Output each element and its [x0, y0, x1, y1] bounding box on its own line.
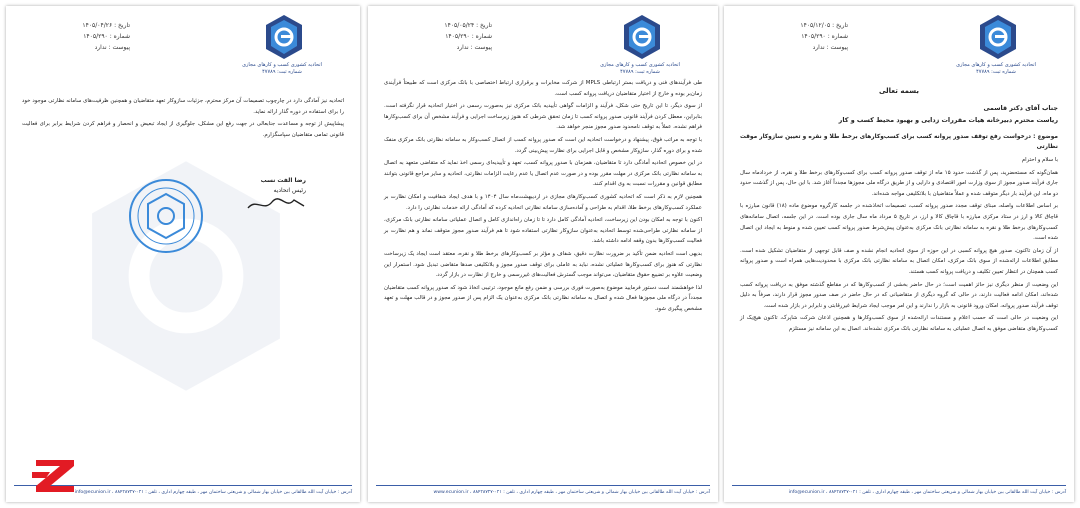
salutation: بسمه تعالی	[878, 87, 920, 95]
letter-meta	[20, 20, 130, 53]
paragraph: پیشاپیش از توجه و مساعدت جنابعالی در جهت رفع این مشکل، جلوگیری از ایجاد تبعیض و انحصار و فراهم کردن شرایط برابر برای فعالیت قانونی تمامی متقاضیان سپاسگزارم.	[22, 121, 344, 138]
letter-footer: آدرس : خیابان آیت الله طالقانی بین خیابان بهار شمالی و شریعتی ساختمان مهر ، طبقه چهارم اداری ، تلفن : ۰۲۱-۸۸۴۲۸۷۲۷ ، info@ecunion.ir	[732, 485, 1066, 496]
paragraph: طی فرآیندهای فنی و دریافت بستر ارتباطی MPLS از شرکت مخابرات و برقراری ارتباط اختصاصی با بانک مرکزی است که طبیعتاً فرآیندی زمان‌بر بوده و خارج از اختیار متقاضیان دریافت پروانه کسب است.	[384, 80, 702, 97]
recipient-title: ریاست محترم دبیرخانه هیات مقررات زدایی و بهبود محیط کسب و کار	[838, 116, 1058, 125]
org-name: اتحادیه کشوری کسب و کارهای مجازی شماره ثبت: ۴۷۷۸۹	[956, 62, 1036, 75]
letter-page-1	[724, 6, 1074, 502]
letter-page-3	[6, 6, 360, 502]
paragraph: همان‌گونه که مستحضرید، پس از گذشت حدود ۱۵ ماه از توقف صدور پروانه کسب برای کسب‌وکارهای برخط طلا و نقره، از خردادماه سال جاری فرآیند صدور مجوز از سوی وزارت امور اقتصادی و دارایی و از طریق درگاه ملی مجوزها مجدداً آغاز شد. با این حال، پس از گذشت حدود دو ماه، این فرآیند بار دیگر متوقف شده و عملاً متقاضیان با بلاتکلیفی مواجه شده‌اند.	[740, 169, 1058, 197]
paragraph: همچنین لازم به ذکر است که اتحادیه کشوری کسب‌وکارهای مجازی در اردیبهشت‌ماه سال ۱۴۰۴ و با هدف ایجاد شفافیت و امکان نظارت بر عملکرد کسب‌وکارهای برخط طلا، اقدام به طراحی و آماده‌سازی سامانه نظارتی اتحادیه کرده که آمادگی ارائه خدمات نظارتی را دارد.	[384, 193, 702, 211]
signature-block	[246, 176, 306, 218]
handwritten-signature-icon	[246, 196, 306, 214]
letter-body	[384, 78, 702, 316]
letter-meta	[382, 20, 492, 53]
letter-number: شماره : ۱۴۰۵/۲۹۰	[445, 33, 492, 40]
letter-meta	[738, 20, 848, 53]
signature-title: رئیس اتحادیه	[273, 187, 306, 194]
letter-page-2	[368, 6, 718, 502]
letter-attachment: پیوست : ندارد	[456, 44, 492, 51]
letter-attachment: پیوست : ندارد	[94, 44, 130, 51]
subject: موضوع : درخواست رفع توقف صدور پروانه کسب برای کسب‌وکارهای برخط طلا و نقره و تعیین سازوکار موقت نظارتی	[740, 133, 1058, 151]
greeting: با سلام و احترام	[1021, 156, 1058, 163]
letter-footer: آدرس : خیابان آیت الله طالقانی بین خیابان بهار شمالی و شریعتی ساختمان مهر ، طبقه چهارم اداری ، تلفن : ۰۲۱-۸۸۴۲۸۷۲۷ ، info@ecunion.ir	[14, 485, 352, 496]
paragraph: اتحادیه نیز آمادگی دارد در چارچوب تصمیمات آن مرکز محترم، جزئیات سازوکار تعهد متقاضیان و همچنین ظرفیت‌های سامانه نظارتی موجود خود را برای استفاده در دوره گذار ارائه نماید.	[22, 98, 344, 115]
letter-body	[22, 96, 344, 142]
letter-date: تاریخ : ۱۴۰۵/۰۴/۲۶	[82, 22, 130, 29]
paragraph: اکنون با توجه به امکان بودن این زیرساخت، اتحادیه آمادگی کامل دارد تا تا زمان راه‌اندازی کامل و اتصال عملیاتی سامانه نظارتی بانک مرکزی، از سامانه نظارتی طراحی‌شده توسط اتحادیه به‌عنوان سازوکار نظارتی استفاده شود تا هم فرآیند صدور مجوز متوقف نماند و هم نظارت بر فعالیت کسب‌وکارها بدون وقفه ادامه داشته باشد.	[384, 217, 702, 245]
paragraph: از آن زمان تاکنون، صدور هیچ پروانه کسبی در این حوزه از سوی اتحادیه انجام نشده و صف قابل توجهی از متقاضیان تشکیل شده است. مطابق اطلاعات ارائه‌شده از سوی بانک مرکزی، امکان اتصال به سامانه نظارتی بانک مرکزی با محدودیت‌هایی همراه است و صدور پروانه کسب همچنان در انتظار تعیین تکلیف و دریافت پروانه کسب هستند.	[740, 247, 1058, 275]
letter-attachment: پیوست : ندارد	[812, 44, 848, 51]
recipient: جناب آقای دکتر قاسمی	[983, 103, 1058, 112]
paragraph: این وضعیت از منظر دیگری نیز حائز اهمیت است؛ در حال حاضر بخشی از کسب‌وکارها که در مقاطع گذشته موفق به دریافت پروانه کسب شده‌اند، امکان ادامه فعالیت دارند، در حالی که گروه دیگری از متقاضیانی که در حال حاضر در صف صدور مجوز قرار دارند، صرفاً به دلیل توقف فرآیند صدور پروانه، امکان ورود قانونی به بازار را ندارند و این امر موجب ایجاد شرایط غیررقابتی و نابرابر در بازار شده است.	[740, 281, 1058, 309]
letter-date: تاریخ : ۱۴۰۵/۰۵/۲۴	[444, 22, 492, 29]
paragraph: لذا خواهشمند است دستور فرمایید موضوع به‌صورت فوری بررسی و ضمن رفع مانع موجود، ترتیبی اتخاذ شود که صدور پروانه کسب متقاضیان مجدداً در درگاه ملی مجوزها فعال شده و اتصال به سامانه نظارتی بانک مرکزی به‌عنوان یک الزام پس از صدور مجوز و در قالب مهلت و تعهد مشخص پیگیری شود.	[384, 284, 702, 312]
paragraph: از سوی دیگر، تا این تاریخ حتی شکل، فرآیند و الزامات گواهی تأییدیه بانک مرکزی نیز به‌صورت رسمی در اختیار اتحادیه قرار نگرفته است. بنابراین، معطل کردن فرآیند قانونی صدور پروانه کسب تا زمان تحقق شرطی که هنوز زیرساخت اجرایی و فرآیند مشخص آن برای کسب‌وکارها فراهم نشده، عملاً به توقف نامحدود صدور مجوز منجر خواهد شد.	[384, 103, 702, 131]
org-name: اتحادیه کشوری کسب و کارهای مجازی شماره ثبت: ۴۷۷۸۹	[600, 62, 680, 75]
union-logo-icon	[264, 14, 304, 60]
paragraph: با توجه به مراتب فوق، پیشنهاد و درخواست اتحادیه این است که صدور پروانه کسب از اتصال کسب‌وکار به سامانه نظارتی بانک مرکزی منفک شده و برای دوره گذار، سازوکار مشخص و قابل اجرایی برای نظارت پیش‌بینی گردد.	[384, 136, 702, 154]
org-name: اتحادیه کشوری کسب و کارهای مجازی شماره ثبت: ۴۷۷۸۹	[242, 62, 322, 75]
union-logo-icon	[622, 14, 662, 60]
letter-footer: آدرس : خیابان آیت الله طالقانی بین خیابان بهار شمالی و شریعتی ساختمان مهر ، طبقه چهارم اداری ، تلفن : ۰۲۱-۸۸۴۲۸۷۲۷ ، www.ecunion.ir	[376, 485, 710, 496]
official-stamp-icon	[126, 176, 206, 256]
union-logo-icon	[978, 14, 1018, 60]
letter-number: شماره : ۱۴۰۵/۲۹۰	[801, 33, 848, 40]
signature-name: رضا الفت نسب	[260, 177, 306, 184]
paragraph: بر اساس اطلاعات واصله، مبنای توقف مجدد صدور پروانه کسب، تصمیمات اتخاذشده در جلسه کارگروه موضوع ماده (۱۸) قانون مبارزه با قاچاق کالا و ارز در ستاد مرکزی مبارزه با قاچاق کالا و ارز، در تاریخ ۵ مرداد ماه سال جاری بوده است. در این جلسه، اتصال سامانه‌های کسب‌وکارهای برخط طلا و نقره به سامانه نظارتی بانک مرکزی به‌عنوان پیش‌شرط صدور پروانه کسب تعیین شده و منوط به ایجاد این اتصال شده است.	[740, 203, 1059, 242]
letter-number: شماره : ۱۴۰۵/۲۹۰	[83, 33, 130, 40]
paragraph: این وضعیت در حالی است که حسب اعلام و مستندات ارائه‌شده از سوی کسب‌وکارها و همچنین اذعان شرکت شاپرک، تاکنون هیچ‌یک از کسب‌وکارهای متقاضی موفق به اتصال عملیاتی به سامانه نظارتی بانک مرکزی نشده‌اند. اتصال به این سامانه نیز مستلزم	[740, 315, 1058, 332]
letter-date: تاریخ : ۱۴۰۵/۱۲/۰۵	[800, 22, 848, 29]
paragraph: در این خصوص اتحادیه آمادگی دارد تا متقاضیان، همزمان با صدور پروانه کسب، تعهد و تأییدیه‌ای رسمی اخذ نماید که متقاضی متعهد به اتصال به سامانه نظارتی بانک مرکزی در مهلت مقرر بوده و در صورت عدم اتصال یا عدم رعایت الزامات نظارتی، اتحادیه و سایر مراجع قانونی بتوانند مطابق قوانین و مقررات نسبت به وی اقدام کنند.	[384, 160, 702, 188]
letter-body	[740, 86, 1058, 336]
z-brand-logo-icon	[32, 456, 78, 496]
paragraph: بدیهی است اتحادیه ضمن تأکید بر ضرورت نظارت دقیق، شفاف و مؤثر بر کسب‌وکارهای برخط طلا و نقره، معتقد است ایجاد یک زیرساخت نظارتی که هنوز برای کسب‌وکارها عملیاتی نشده، نباید به عاملی برای توقف صدور مجوز و بلاتکلیفی صدها متقاضی تبدیل شود. استمرار این وضعیت علاوه بر تضییع حقوق متقاضیان، می‌تواند موجب گسترش فعالیت‌های غیررسمی و خارج از نظارت در بازار گردد.	[384, 250, 702, 279]
